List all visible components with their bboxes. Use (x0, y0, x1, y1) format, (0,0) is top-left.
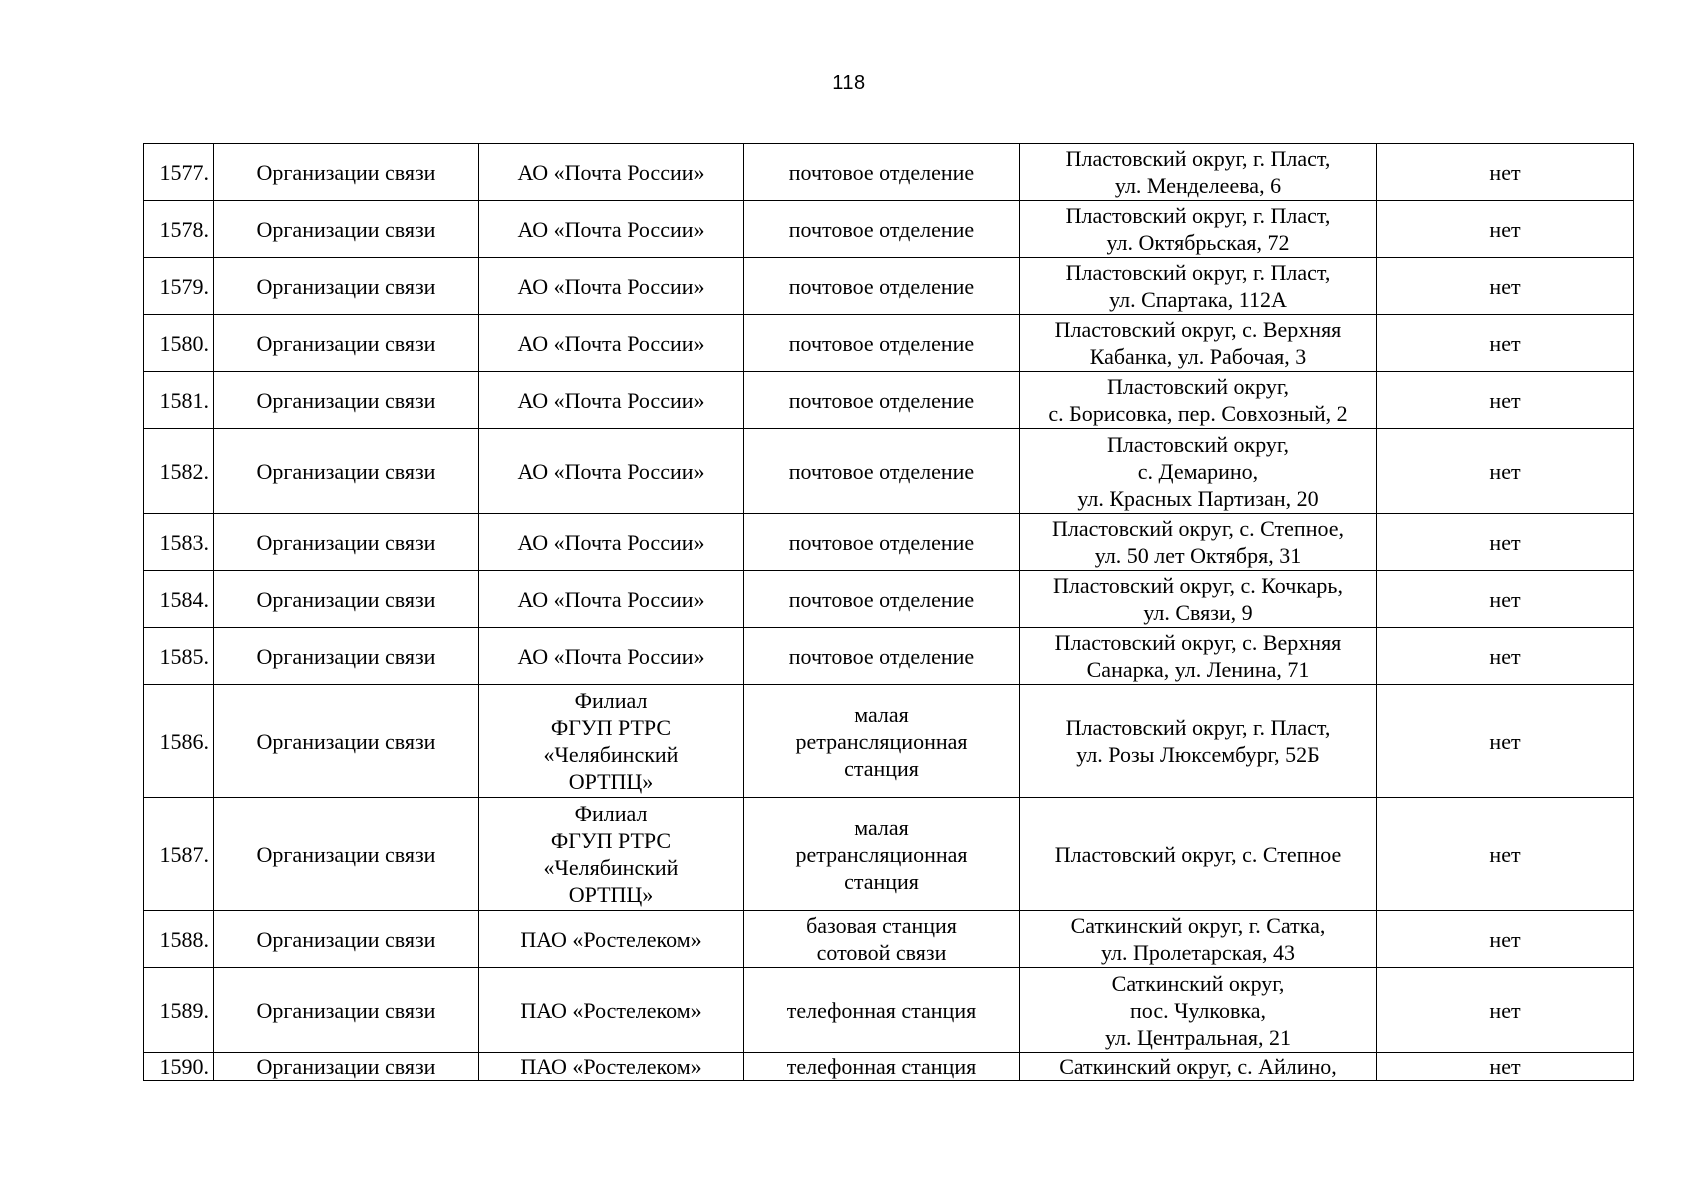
table-row (144, 571, 1634, 628)
table-row (144, 201, 1634, 258)
row-number-cell: 1586. (144, 685, 214, 798)
row-number-cell: 1588. (144, 911, 214, 968)
category-cell: Организации связи (214, 514, 479, 571)
organization-cell-line: АО «Почта России» (517, 586, 705, 612)
table-row (144, 258, 1634, 315)
row-number-cell: 1584. (144, 571, 214, 628)
organization-cell (479, 798, 744, 911)
object-type-cell-line: ретрансляционная (795, 841, 968, 867)
category-cell: Организации связи (214, 571, 479, 628)
address-cell-line: Санарка, ул. Ленина, 71 (1086, 657, 1310, 682)
object-type-cell-line: станция (844, 868, 919, 894)
object-type-cell-line: почтовое отделение (788, 529, 975, 555)
status-cell: нет (1377, 372, 1634, 429)
address-cell-line: Пластовский округ, (1107, 374, 1289, 399)
row-number-cell: 1587. (144, 798, 214, 911)
address-cell (1020, 571, 1377, 628)
status-cell: нет (1377, 315, 1634, 372)
organization-cell (479, 429, 744, 514)
address-cell-line: Саткинский округ, (1111, 970, 1285, 996)
organization-cell (479, 514, 744, 571)
object-type-cell (744, 201, 1020, 258)
object-type-cell-line: телефонная станция (786, 997, 977, 1023)
status-cell: нет (1377, 429, 1634, 514)
organization-cell-line: Филиал (574, 688, 648, 713)
address-cell (1020, 258, 1377, 315)
row-number-cell: 1577. (144, 144, 214, 201)
organization-cell-line: АО «Почта России» (517, 159, 705, 185)
organization-cell-line: ОРТПЦ» (568, 882, 654, 907)
address-cell (1020, 514, 1377, 571)
object-type-cell-line: почтовое отделение (788, 273, 975, 299)
organization-cell-line: АО «Почта России» (517, 330, 705, 356)
category-cell: Организации связи (214, 685, 479, 798)
category-cell: Организации связи (214, 315, 479, 372)
address-cell-line: пос. Чулковка, (1130, 997, 1266, 1023)
row-number-cell: 1580. (144, 315, 214, 372)
address-cell (1020, 372, 1377, 429)
page-number: 118 (832, 72, 866, 94)
object-type-cell (744, 968, 1020, 1053)
category-cell: Организации связи (214, 798, 479, 911)
row-number-cell: 1590. (144, 1053, 214, 1081)
status-cell: нет (1377, 144, 1634, 201)
table-row (144, 911, 1634, 968)
address-cell-line: Кабанка, ул. Рабочая, 3 (1089, 344, 1307, 369)
object-type-cell (744, 685, 1020, 798)
address-cell-line: ул. Центральная, 21 (1105, 1024, 1291, 1050)
address-cell-line: ул. 50 лет Октября, 31 (1094, 543, 1302, 568)
address-cell-line: Пластовский округ, с. Степное, (1051, 516, 1345, 541)
address-cell-line: Пластовский округ, (1107, 431, 1289, 457)
row-number-cell: 1582. (144, 429, 214, 514)
table-row (144, 514, 1634, 571)
organization-cell (479, 1053, 744, 1081)
address-cell-line: ул. Менделеева, 6 (1114, 173, 1282, 198)
row-number-cell: 1578. (144, 201, 214, 258)
category-cell: Организации связи (214, 911, 479, 968)
row-number-cell: 1583. (144, 514, 214, 571)
category-cell: Организации связи (214, 628, 479, 685)
object-type-cell-line: почтовое отделение (788, 159, 975, 185)
address-cell (1020, 201, 1377, 258)
organization-cell-line: ФГУП РТРС (550, 715, 672, 740)
status-cell: нет (1377, 798, 1634, 911)
table-row (144, 144, 1634, 201)
organization-cell (479, 201, 744, 258)
object-type-cell (744, 144, 1020, 201)
status-cell: нет (1377, 968, 1634, 1053)
object-type-cell (744, 628, 1020, 685)
address-cell-line: Пластовский округ, г. Пласт, (1065, 146, 1331, 171)
organization-cell-line: ФГУП РТРС (550, 828, 672, 853)
table-row (144, 628, 1634, 685)
address-cell (1020, 315, 1377, 372)
category-cell: Организации связи (214, 258, 479, 315)
address-cell (1020, 911, 1377, 968)
status-cell: нет (1377, 911, 1634, 968)
address-cell-line: с. Борисовка, пер. Совхозный, 2 (1048, 401, 1348, 426)
address-cell-line: ул. Красных Партизан, 20 (1077, 485, 1319, 511)
category-cell: Организации связи (214, 1053, 479, 1081)
registry-table (143, 143, 1634, 1081)
organization-cell-line: ПАО «Ростелеком» (520, 1054, 702, 1079)
address-cell-line: Пластовский округ, г. Пласт, (1065, 203, 1331, 228)
address-cell (1020, 1053, 1377, 1081)
address-cell-line: ул. Связи, 9 (1143, 600, 1253, 625)
address-cell-line: Пластовский округ, с. Кочкарь, (1053, 573, 1343, 598)
organization-cell (479, 911, 744, 968)
category-cell: Организации связи (214, 144, 479, 201)
address-cell-line: Саткинский округ, г. Сатка, (1070, 913, 1326, 938)
object-type-cell-line: сотовой связи (816, 940, 947, 965)
table-row (144, 315, 1634, 372)
address-cell (1020, 144, 1377, 201)
organization-cell-line: АО «Почта России» (517, 387, 705, 413)
organization-cell (479, 315, 744, 372)
category-cell: Организации связи (214, 372, 479, 429)
object-type-cell-line: станция (844, 755, 919, 781)
object-type-cell-line: почтовое отделение (788, 330, 975, 356)
address-cell-line: ул. Пролетарская, 43 (1100, 940, 1295, 965)
object-type-cell-line: малая (854, 701, 909, 727)
address-cell (1020, 685, 1377, 798)
category-cell: Организации связи (214, 968, 479, 1053)
organization-cell-line: Филиал (574, 801, 648, 826)
organization-cell (479, 372, 744, 429)
organization-cell (479, 144, 744, 201)
address-cell-line: Саткинский округ, с. Айлино, (1059, 1054, 1337, 1079)
organization-cell (479, 258, 744, 315)
object-type-cell-line: малая (854, 814, 909, 840)
status-cell: нет (1377, 571, 1634, 628)
organization-cell-line: АО «Почта России» (517, 273, 705, 299)
object-type-cell (744, 514, 1020, 571)
table-row (144, 372, 1634, 429)
object-type-cell-line: базовая станция (806, 913, 957, 938)
status-cell: нет (1377, 685, 1634, 798)
object-type-cell-line: ретрансляционная (795, 728, 968, 754)
object-type-cell-line: телефонная станция (786, 1054, 977, 1079)
category-cell: Организации связи (214, 429, 479, 514)
object-type-cell (744, 372, 1020, 429)
organization-cell-line: АО «Почта России» (517, 529, 705, 555)
row-number-cell: 1585. (144, 628, 214, 685)
organization-cell-line: ПАО «Ростелеком» (520, 997, 702, 1023)
status-cell: нет (1377, 514, 1634, 571)
category-cell: Организации связи (214, 201, 479, 258)
organization-cell (479, 628, 744, 685)
address-cell-line: ул. Спартака, 112А (1109, 287, 1287, 312)
object-type-cell-line: почтовое отделение (788, 458, 975, 484)
row-number-cell: 1589. (144, 968, 214, 1053)
table-row (144, 429, 1634, 514)
object-type-cell (744, 798, 1020, 911)
row-number-cell: 1579. (144, 258, 214, 315)
organization-cell (479, 571, 744, 628)
organization-cell (479, 968, 744, 1053)
address-cell-line: Пластовский округ, с. Степное (1054, 841, 1342, 867)
address-cell (1020, 968, 1377, 1053)
table-row (144, 798, 1634, 911)
organization-cell-line: АО «Почта России» (517, 643, 705, 669)
table-row (144, 1053, 1634, 1081)
table-row (144, 685, 1634, 798)
organization-cell (479, 685, 744, 798)
address-cell-line: ул. Розы Люксембург, 52Б (1076, 742, 1320, 767)
address-cell-line: Пластовский округ, г. Пласт, (1065, 715, 1331, 740)
organization-cell-line: АО «Почта России» (517, 458, 705, 484)
object-type-cell (744, 1053, 1020, 1081)
address-cell (1020, 798, 1377, 911)
status-cell: нет (1377, 201, 1634, 258)
table-row (144, 968, 1634, 1053)
object-type-cell (744, 315, 1020, 372)
status-cell: нет (1377, 628, 1634, 685)
organization-cell-line: ПАО «Ростелеком» (520, 926, 702, 952)
status-cell: нет (1377, 258, 1634, 315)
object-type-cell (744, 258, 1020, 315)
address-cell (1020, 628, 1377, 685)
status-cell: нет (1377, 1053, 1634, 1081)
object-type-cell-line: почтовое отделение (788, 216, 975, 242)
address-cell-line: ул. Октябрьская, 72 (1106, 230, 1290, 255)
row-number-cell: 1581. (144, 372, 214, 429)
organization-cell-line: «Челябинский (543, 742, 679, 767)
object-type-cell-line: почтовое отделение (788, 643, 975, 669)
organization-cell-line: АО «Почта России» (517, 216, 705, 242)
address-cell-line: с. Демарино, (1137, 458, 1259, 484)
address-cell-line: Пластовский округ, с. Верхняя (1054, 630, 1342, 655)
object-type-cell (744, 911, 1020, 968)
organization-cell-line: ОРТПЦ» (568, 769, 654, 794)
object-type-cell-line: почтовое отделение (788, 387, 975, 413)
address-cell-line: Пластовский округ, г. Пласт, (1065, 260, 1331, 285)
object-type-cell-line: почтовое отделение (788, 586, 975, 612)
address-cell-line: Пластовский округ, с. Верхняя (1054, 317, 1342, 342)
object-type-cell (744, 571, 1020, 628)
address-cell (1020, 429, 1377, 514)
organization-cell-line: «Челябинский (543, 855, 679, 880)
object-type-cell (744, 429, 1020, 514)
